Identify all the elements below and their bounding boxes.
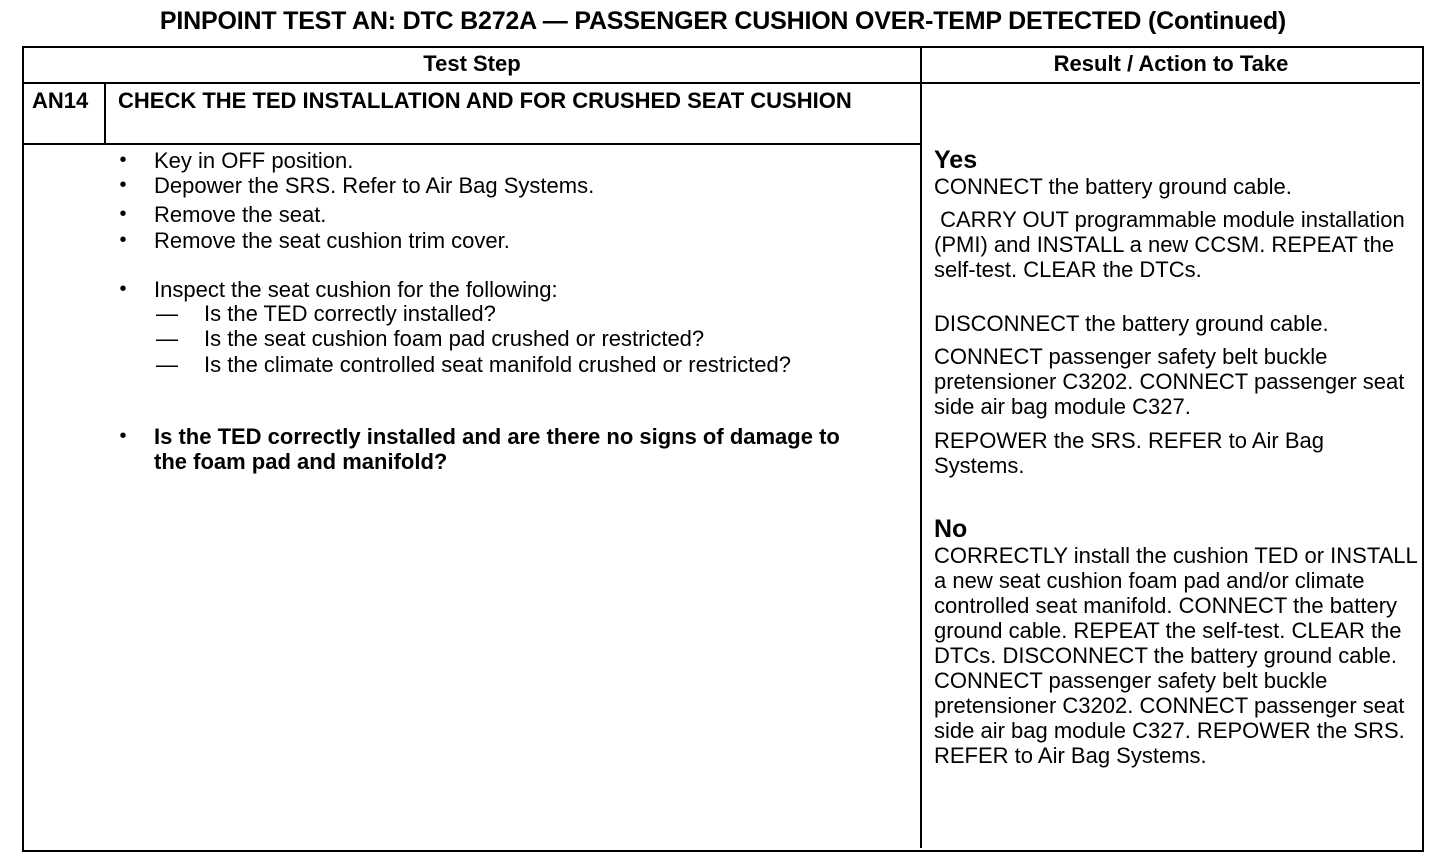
result-header: Result / Action to Take <box>1053 51 1289 76</box>
page-title: PINPOINT TEST AN: DTC B272A — PASSENGER CUSHION OVER-TEMP DETECTED (Continued) <box>159 7 1287 35</box>
dash-icon: — <box>156 352 178 377</box>
result-yes-action: REPOWER the SRS. REFER to Air Bag Systems. <box>934 428 1325 478</box>
step-question-text: Is the TED correctly installed and are there no signs of damage to the foam pad and manifold? <box>154 424 840 474</box>
result-yes-action: CONNECT passenger safety belt buckle pretensioner C3202. CONNECT passenger seat side air bag module C327. <box>934 344 1405 419</box>
list-item-text: Key in OFF position. <box>154 148 354 173</box>
result-yes-action: CARRY OUT programmable module installation (PMI) and INSTALL a new CCSM. REPEAT the self-test. CLEAR the DTCs. <box>934 207 1411 282</box>
dash-icon: — <box>156 326 178 351</box>
list-item-text: Remove the seat cushion trim cover. <box>154 228 510 253</box>
bullet-icon: • <box>119 174 127 196</box>
result-no-action: CORRECTLY install the cushion TED or INSTALL a new seat cushion foam pad and/or climate controlled seat manifold. CONNECT the battery ground cable. REPEAT the self-test. CLEAR the DTCs. DISCONNECT the battery ground cable. CONNECT passenger safety belt buckle pretensioner C3202. CONNECT passenger seat side air bag module C327. REPOWER the SRS. REFER to Air Bag Systems. <box>934 543 1417 768</box>
test-step-header: Test Step <box>423 51 521 76</box>
sub-list-item-text: Is the climate controlled seat manifold crushed or restricted? <box>204 352 791 377</box>
result-yes-action: DISCONNECT the battery ground cable. <box>934 311 1329 336</box>
sub-list-item-text: Is the TED correctly installed? <box>204 301 496 326</box>
header-rule <box>24 82 1420 84</box>
step-title-rule <box>24 143 920 145</box>
list-item-text: Inspect the seat cushion for the following: <box>154 277 558 302</box>
bullet-icon: • <box>119 203 127 225</box>
step-title: CHECK THE TED INSTALLATION AND FOR CRUSHED SEAT CUSHION <box>118 88 852 113</box>
bullet-icon: • <box>119 278 127 300</box>
column-divider <box>920 48 922 848</box>
result-yes-label: Yes <box>934 146 978 174</box>
sub-list-item-text: Is the seat cushion foam pad crushed or restricted? <box>204 326 705 351</box>
list-item-text: Remove the seat. <box>154 202 327 227</box>
result-no-label: No <box>934 515 968 543</box>
step-id: AN14 <box>32 88 89 113</box>
result-yes-action: CONNECT the battery ground cable. <box>934 174 1292 199</box>
bullet-icon: • <box>119 229 127 251</box>
dash-icon: — <box>156 301 178 326</box>
bullet-icon: • <box>119 425 127 447</box>
bullet-icon: • <box>119 149 127 171</box>
step-id-divider <box>104 84 106 144</box>
list-item-text: Depower the SRS. Refer to Air Bag Systems. <box>154 173 595 198</box>
